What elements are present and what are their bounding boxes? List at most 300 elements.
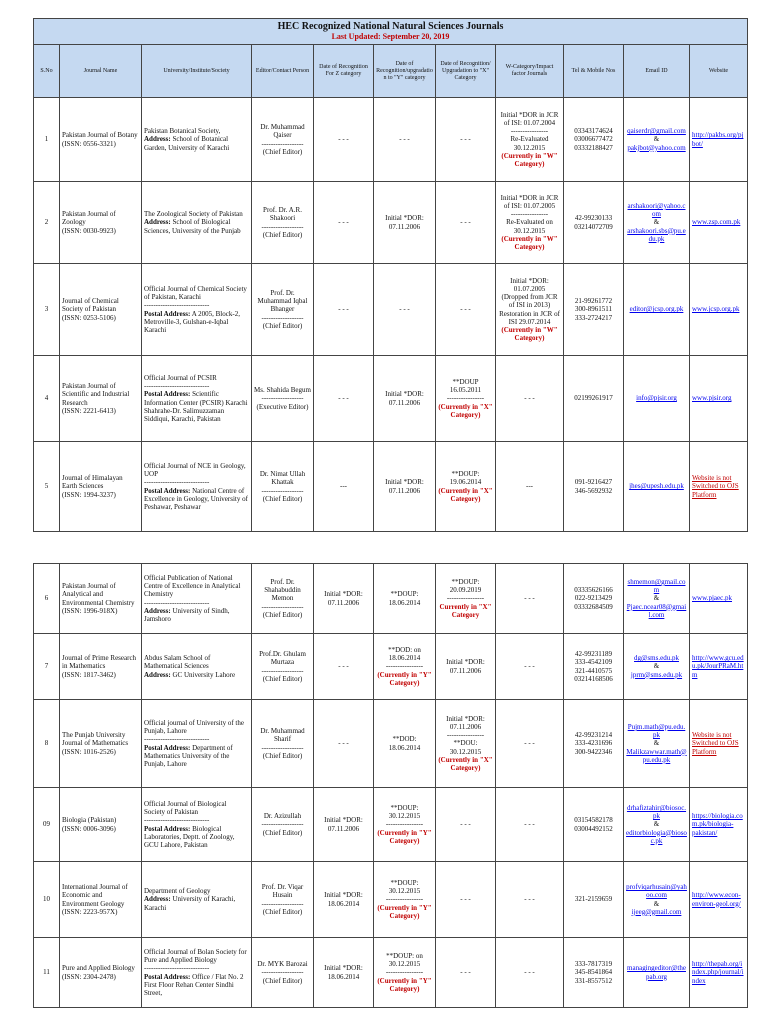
- row-journal-line: (ISSN: 0253-5106): [62, 313, 116, 322]
- row-editor: [252, 938, 314, 1008]
- row-editor-line: Prof.Dr. Ghulam Murtaza: [259, 650, 306, 667]
- header-row: [34, 45, 748, 98]
- row-w-category-line: ----------------: [510, 210, 549, 219]
- row-journal: [60, 788, 142, 862]
- row-w-category: [496, 182, 564, 264]
- row-journal-line: Journal of Himalayan Earth Sciences: [62, 474, 123, 491]
- row-university-line: The Zoological Society of Pakistan: [144, 210, 243, 219]
- row-journal: [60, 182, 142, 264]
- row-website: [690, 634, 748, 700]
- row-editor-line: ------------------: [261, 968, 304, 977]
- header-y: Date of Recognition/upgradation to "Y" category: [374, 45, 436, 98]
- row-journal-line: Journal of Prime Research in Mathematics: [62, 654, 137, 671]
- row-z-date: [314, 938, 374, 1008]
- header-journal: Journal Name: [60, 45, 142, 98]
- row-w-category-line: Initial *DOR in JCR of ISI: 01.07.2004: [500, 110, 559, 127]
- row-university-line: Official Publication of National Centre of Excellence in Analytical Chemistry: [144, 573, 241, 599]
- row-journal-line: Pakistan Journal of Botany: [62, 131, 138, 140]
- row-editor-line: ------------------: [261, 313, 304, 322]
- row-z-date: [314, 634, 374, 700]
- row-journal-line: (ISSN: 0556-3321): [62, 139, 116, 148]
- header-x: Date of Recognition/ Upgradation to "X" Category: [436, 45, 496, 98]
- row-university-line: ----------------------------: [144, 598, 210, 607]
- row-w-category: [496, 442, 564, 532]
- row-editor-line: ------------------: [261, 820, 304, 829]
- row-w-category: [496, 938, 564, 1008]
- row-university-line: Address: School of Biological Sciences, University of the Punjab: [144, 218, 241, 235]
- row-z-date-text: Initial *DOR: 18.06.2014: [324, 891, 363, 908]
- journals-table-part-2: [33, 563, 748, 1008]
- row-w-category-line: Initial *DOR in JCR of ISI: 01.07.2005: [500, 193, 559, 210]
- row-editor-line: Dr. Muhammad Sharif: [260, 727, 305, 744]
- row-email-line[interactable]: arshakoori.sbs@pu.edu.pk: [627, 226, 686, 243]
- row-y-date: [374, 356, 436, 442]
- row-y-date: [374, 98, 436, 182]
- row-w-category-line: Re-Evaluated 30.12.2015: [510, 135, 549, 152]
- row-email: [624, 442, 690, 532]
- row-tel-line: 333-4231696: [574, 739, 613, 748]
- row-editor-line: ------------------: [261, 666, 304, 675]
- row-journal: [60, 98, 142, 182]
- row-y-date-text: **DOD: 18.06.2014: [388, 735, 421, 752]
- row-w-category-text: ---: [526, 482, 533, 491]
- row-university-line: Official Journal of Biological Society of Pakistan: [144, 799, 227, 817]
- row-sno: [34, 264, 60, 356]
- table-row: [34, 938, 748, 1008]
- table-body-2: [34, 564, 748, 1008]
- row-journal-line: The Punjab University Journal of Mathematics: [62, 731, 129, 748]
- row-tel: [564, 938, 624, 1008]
- row-editor-line: (Executive Editor): [256, 402, 309, 411]
- row-website-text[interactable]: www.pjaec.pk: [692, 594, 732, 603]
- row-university-line: Address: University of Sindh, Jamshoro: [144, 606, 230, 623]
- row-university: [142, 564, 252, 634]
- row-journal-line: (ISSN: 1996-918X): [62, 606, 118, 615]
- row-x-date: [436, 98, 496, 182]
- row-email-line[interactable]: info@pjsir.org: [636, 394, 677, 403]
- row-journal: [60, 700, 142, 788]
- row-email-line[interactable]: editorbiologia@biosoc.pk: [626, 828, 687, 845]
- row-email: [624, 98, 690, 182]
- row-university-line: Postal Address: Scientific Information Center (PCSIR) Karachi Shahrahe-Dr. Salimuzzaman Siddiqui, Karachi, Pakistan: [144, 390, 248, 423]
- row-sno: [34, 98, 60, 182]
- row-email-line: &: [653, 135, 660, 144]
- row-university-line: Department of Geology: [144, 887, 211, 896]
- row-university-line: ----------------------------: [144, 382, 210, 391]
- row-y-date-text: - - -: [399, 305, 410, 314]
- row-w-category-text: - - -: [524, 968, 535, 977]
- header-email: Email ID: [624, 45, 690, 98]
- row-z-date-text: ---: [340, 482, 347, 491]
- row-editor-line: (Chief Editor): [262, 147, 303, 156]
- row-sno-text: 5: [44, 482, 49, 491]
- table-row: [34, 442, 748, 532]
- row-journal: [60, 442, 142, 532]
- row-editor: [252, 182, 314, 264]
- row-university-line: Postal Address: Biological Laboratories, Deptt. of Zoology, GCU Lahore, Pakistan: [144, 824, 235, 849]
- row-editor: [252, 356, 314, 442]
- row-journal: [60, 938, 142, 1008]
- row-journal-line: (ISSN: 0006-3096): [62, 824, 116, 833]
- row-tel-line: 03154582178: [574, 816, 613, 825]
- row-editor-line: Prof. Dr. Viqar Husain: [261, 883, 304, 900]
- row-editor: [252, 264, 314, 356]
- row-w-category: [496, 564, 564, 634]
- page-title: HEC Recognized National Natural Sciences Journals: [277, 21, 504, 32]
- row-y-date-line: ----------------: [385, 968, 424, 977]
- row-website-text[interactable]: http://www.econ-environ-geol.org/: [692, 891, 741, 908]
- row-editor-line: ------------------: [261, 139, 304, 148]
- row-editor: [252, 788, 314, 862]
- row-sno-text: 6: [44, 594, 49, 603]
- table-row: [34, 98, 748, 182]
- header-w: W-Category/Impact factor Journals: [496, 45, 564, 98]
- row-x-date-line: ----------------: [446, 594, 485, 603]
- row-sno: [34, 938, 60, 1008]
- row-editor-line: (Chief Editor): [262, 976, 303, 985]
- row-editor: [252, 634, 314, 700]
- row-email-line[interactable]: Pjaec.ncear08@gmail.com: [626, 602, 687, 619]
- row-website: [690, 862, 748, 938]
- row-email: [624, 634, 690, 700]
- table-row: [34, 356, 748, 442]
- row-editor-line: (Chief Editor): [262, 321, 303, 330]
- row-journal-line: Pure and Applied Biology: [62, 964, 135, 973]
- row-x-date-line: **DOUP 16.05.2011: [449, 377, 482, 395]
- row-tel-line: 300-8961511: [574, 305, 613, 314]
- row-editor-line: ------------------: [261, 602, 304, 611]
- row-tel: [564, 862, 624, 938]
- row-editor: [252, 98, 314, 182]
- row-tel: [564, 564, 624, 634]
- row-website: [690, 182, 748, 264]
- row-email: [624, 356, 690, 442]
- row-university-line: Official journal of University of the Punjab, Lahore: [144, 718, 244, 736]
- row-university-line: Postal Address: Department of Mathematics University of the Punjab, Lahore: [144, 743, 233, 768]
- row-w-category: [496, 356, 564, 442]
- row-website-text[interactable]: http://www.gcu.edu.pk/JourPRaM.htm: [692, 654, 744, 679]
- row-email-line: &: [653, 820, 660, 829]
- row-website-text[interactable]: http://pakbs.org/pjbot/: [692, 131, 744, 148]
- row-email-line: &: [653, 662, 660, 671]
- row-university: [142, 862, 252, 938]
- row-tel: [564, 634, 624, 700]
- row-journal: [60, 634, 142, 700]
- row-w-category-text: - - -: [524, 895, 535, 904]
- row-editor-line: Ms. Shahida Begum: [254, 386, 311, 395]
- row-editor: [252, 862, 314, 938]
- row-tel-line: 321-4410575: [574, 666, 613, 675]
- row-tel-line: 333-2724217: [574, 313, 613, 322]
- row-w-category-line: Initial *DOR: 01.07.2005: [510, 276, 549, 293]
- row-z-date-text: - - -: [338, 218, 349, 227]
- header-editor: Editor/Contact Person: [252, 45, 314, 98]
- row-y-date: [374, 938, 436, 1008]
- row-y-date-text: - - -: [399, 135, 410, 144]
- row-sno: [34, 356, 60, 442]
- row-editor-line: (Chief Editor): [262, 674, 303, 683]
- row-sno-text: 09: [43, 820, 50, 829]
- row-sno: [34, 634, 60, 700]
- row-x-date-line: **DOUP: 20.09.2019: [449, 577, 482, 595]
- row-w-category-line: ----------------: [510, 127, 549, 136]
- row-editor-line: (Chief Editor): [262, 230, 303, 239]
- row-tel-line: 345-8541864: [574, 968, 613, 977]
- row-website-text[interactable]: www.zsp.com.pk: [692, 218, 741, 227]
- row-website: [690, 788, 748, 862]
- row-sno-text: 3: [44, 305, 49, 314]
- row-y-date: [374, 564, 436, 634]
- row-w-category-line: (Currently in "W" Category): [501, 325, 558, 343]
- row-journal-line: International Journal of Economic and Environment Geology: [62, 883, 128, 908]
- row-university-line: ----------------------------: [144, 735, 210, 744]
- row-w-category-line: (Dropped from JCR of ISI in 2013) Restoration in JCR of ISI 29.07.2014: [499, 293, 560, 326]
- row-editor-line: (Chief Editor): [262, 828, 303, 837]
- row-x-date-line: **DOUP: 19.06.2014: [449, 470, 482, 487]
- row-z-date-text: Initial *DOR: 07.11.2006: [324, 816, 363, 833]
- row-y-date: [374, 788, 436, 862]
- row-university-line: Postal Address: A 2005, Block-2, Metroville-3, Gulshan-e-Iqbal Karachi: [144, 309, 240, 334]
- row-x-date-line: ----------------: [446, 394, 485, 403]
- row-journal: [60, 564, 142, 634]
- row-university-line: Official Journal of NCE in Geology, UOP: [144, 461, 246, 479]
- row-journal-line: (ISSN: 2221-6413): [62, 406, 116, 415]
- row-university-line: Pakistan Botanical Society,: [144, 127, 221, 136]
- row-email-line[interactable]: jprm@sms.edu.pk: [630, 670, 683, 679]
- row-university-line: Postal Address: National Centre of Excellence in Geology, University of Peshawar, Peshawar: [144, 486, 248, 511]
- row-journal-line: (ISSN: 2304-2478): [62, 972, 116, 981]
- row-sno-text: 4: [44, 394, 49, 403]
- row-university-line: Abdus Salam School of Mathematical Sciences: [144, 654, 211, 671]
- row-email-line[interactable]: pakjbot@yahoo.com: [627, 143, 686, 152]
- row-editor-line: Dr. Azizullah: [263, 812, 302, 821]
- row-x-date-line: (Currently in "X" Category): [438, 486, 493, 503]
- row-z-date-text: - - -: [338, 662, 349, 671]
- row-tel-line: 333-7817319: [574, 960, 613, 969]
- row-journal-line: Pakistan Journal of Analytical and Environmental Chemistry: [62, 582, 135, 607]
- row-w-category-text: - - -: [524, 662, 535, 671]
- row-z-date-text: - - -: [338, 305, 349, 314]
- row-email: [624, 700, 690, 788]
- row-journal-line: (ISSN: 1817-3462): [62, 670, 116, 679]
- row-email-line[interactable]: drhafiztahir@biosoc.pk: [626, 803, 687, 821]
- row-x-date: [436, 564, 496, 634]
- row-website: [690, 700, 748, 788]
- row-w-category-line: (Currently in "W" Category): [501, 234, 558, 251]
- header-website: Website: [690, 45, 748, 98]
- row-website-text[interactable]: www.pjsir.org: [692, 394, 732, 403]
- row-z-date-text: - - -: [338, 739, 349, 748]
- row-x-date: [436, 182, 496, 264]
- row-x-date-text: - - -: [460, 968, 471, 977]
- row-website: [690, 98, 748, 182]
- row-editor-line: Dr. Muhammad Qaiser: [260, 123, 305, 140]
- row-email-line[interactable]: managingeditor@thepab.org: [627, 964, 686, 981]
- row-university-line: Address: GC University Lahore: [144, 670, 236, 679]
- table-row: [34, 862, 748, 938]
- row-y-date: [374, 182, 436, 264]
- row-tel-line: 42-99231189: [574, 650, 613, 659]
- row-editor: [252, 700, 314, 788]
- row-z-date-text: - - -: [338, 135, 349, 144]
- row-x-date-text: - - -: [460, 218, 471, 227]
- row-w-category: [496, 98, 564, 182]
- row-editor-line: ------------------: [261, 222, 304, 231]
- row-university-line: ----------------------------: [144, 816, 210, 825]
- row-x-date-text: - - -: [460, 820, 471, 829]
- row-y-date-line: **DOUP: 30.12.2015: [388, 878, 421, 896]
- row-website-text[interactable]: Website is not Switched to OJS Platform: [692, 474, 739, 499]
- table-row: [34, 788, 748, 862]
- row-email-line[interactable]: jhes@upesh.edu.pk: [629, 482, 684, 491]
- row-university-line: Postal Address: Office / Flat No. 2 First Floor Rehan Center Sindhi Street,: [144, 972, 244, 997]
- row-x-date-text: - - -: [460, 895, 471, 904]
- table-row: [34, 700, 748, 788]
- row-tel: [564, 98, 624, 182]
- row-university: [142, 264, 252, 356]
- row-sno-text: 2: [44, 218, 49, 227]
- row-tel: [564, 788, 624, 862]
- row-journal-line: (ISSN: 2223-957X): [62, 907, 118, 916]
- table-row: [34, 264, 748, 356]
- row-sno-text: 11: [43, 968, 50, 977]
- row-email: [624, 788, 690, 862]
- row-university: [142, 700, 252, 788]
- row-journal-line: Pakistan Journal of Zoology: [62, 210, 116, 227]
- row-x-date: [436, 264, 496, 356]
- row-sno: [34, 564, 60, 634]
- row-sno: [34, 442, 60, 532]
- row-tel-line: 21-99261772: [574, 297, 613, 306]
- row-editor-line: Dr. Nimat Ullah Khattak: [259, 470, 306, 487]
- row-y-date: [374, 634, 436, 700]
- row-university-line: Official Journal of PCSIR: [144, 373, 217, 382]
- row-z-date: [314, 442, 374, 532]
- row-w-category: [496, 700, 564, 788]
- table-row: [34, 564, 748, 634]
- row-z-date: [314, 862, 374, 938]
- row-y-date-line: **DOUP: 30.12.2015: [388, 803, 421, 821]
- row-z-date-text: Initial *DOR: 18.06.2014: [324, 964, 363, 981]
- row-email: [624, 564, 690, 634]
- row-university: [142, 442, 252, 532]
- row-y-date-text: Initial *DOR: 07.11.2006: [385, 390, 424, 407]
- row-journal: [60, 862, 142, 938]
- row-email-line: &: [653, 594, 660, 603]
- row-sno: [34, 788, 60, 862]
- row-sno-text: 8: [44, 739, 49, 748]
- row-y-date: [374, 442, 436, 532]
- row-y-date-line: **DOD: on 18.06.2014: [388, 645, 421, 663]
- row-y-date-text: **DOUP: 18.06.2014: [388, 590, 421, 607]
- row-editor-line: Prof. Dr. A.R. Shakoori: [263, 206, 302, 223]
- row-email-line[interactable]: qaiserdr@gmail.com: [627, 127, 686, 136]
- row-website: [690, 442, 748, 532]
- row-email-line[interactable]: dg@sms.edu.pk: [634, 654, 679, 663]
- row-website-text[interactable]: Website is not Switched to OJS Platform: [692, 731, 739, 756]
- row-tel: [564, 356, 624, 442]
- row-journal: [60, 356, 142, 442]
- row-editor: [252, 442, 314, 532]
- row-x-date-line: Currently in "X" Category: [439, 602, 492, 619]
- row-x-date-line: **DOU: 30.12.2015: [449, 739, 482, 756]
- row-sno-text: 1: [44, 135, 49, 144]
- row-x-date-text: Initial *DOR: 07.11.2006: [446, 658, 485, 675]
- row-website: [690, 564, 748, 634]
- row-tel-line: 346-5692932: [574, 486, 613, 495]
- row-email-line[interactable]: Pujm.math@pu.edu.pk: [627, 722, 686, 740]
- row-university: [142, 182, 252, 264]
- row-w-category: [496, 788, 564, 862]
- row-website-text[interactable]: https://biologia.com.pk/biologia-pakistan/: [692, 812, 743, 837]
- row-university-line: Address: School of Botanical Garden, University of Karachi: [144, 135, 230, 152]
- row-email-line: &: [653, 739, 660, 748]
- row-email-line[interactable]: profviqarhusain@yahoo.com: [626, 883, 687, 900]
- row-university-line: ----------------------------: [144, 964, 210, 973]
- row-tel-line: 03332684509: [574, 602, 613, 611]
- row-email-line[interactable]: ijeeg@gmail.com: [631, 907, 682, 916]
- row-x-date: [436, 788, 496, 862]
- row-x-date-text: - - -: [460, 135, 471, 144]
- row-x-date: [436, 442, 496, 532]
- row-website-text[interactable]: www.jcsp.org.pk: [692, 305, 740, 314]
- row-university-line: Official Journal of Chemical Society of Pakistan, Karachi: [144, 284, 247, 302]
- row-website: [690, 938, 748, 1008]
- row-email-line: &: [653, 218, 660, 227]
- row-tel-line: 091-9216427: [574, 478, 613, 487]
- row-x-date-line: (Currently in "X" Category): [438, 402, 493, 419]
- row-tel-line: 331-8557512: [574, 976, 613, 985]
- row-journal-line: (ISSN: 1016-2526): [62, 747, 116, 756]
- row-editor-line: (Chief Editor): [262, 494, 303, 503]
- row-z-date-text: Initial *DOR: 07.11.2006: [324, 590, 363, 607]
- row-x-date: [436, 862, 496, 938]
- row-x-date-line: (Currently in "X" Category): [438, 755, 493, 772]
- row-email-line: &: [653, 899, 660, 908]
- row-tel: [564, 442, 624, 532]
- row-editor-line: (Chief Editor): [262, 610, 303, 619]
- last-updated: Last Updated: September 20, 2019: [331, 32, 450, 41]
- table-row: [34, 182, 748, 264]
- row-email-line[interactable]: arshakoori@yahoo.com: [627, 201, 686, 219]
- row-z-date: [314, 788, 374, 862]
- row-university-line: ----------------------------: [144, 301, 210, 310]
- row-x-date: [436, 700, 496, 788]
- row-journal-line: Pakistan Journal of Scientific and Industrial Research: [62, 382, 130, 407]
- row-email: [624, 182, 690, 264]
- row-z-date: [314, 98, 374, 182]
- row-tel-line: 03332188427: [574, 143, 613, 152]
- row-editor-line: (Chief Editor): [262, 751, 303, 760]
- row-tel: [564, 700, 624, 788]
- row-tel-line: 300-9422346: [574, 747, 613, 756]
- row-journal-line: Journal of Chemical Society of Pakistan: [62, 297, 119, 314]
- row-w-category-text: - - -: [524, 594, 535, 603]
- header-z: Date of Recognition For Z category: [314, 45, 374, 98]
- row-z-date: [314, 564, 374, 634]
- row-email-line[interactable]: Malikzawwar.math@pu.edu.pk: [626, 747, 687, 764]
- row-email: [624, 862, 690, 938]
- table-row: [34, 634, 748, 700]
- row-editor: [252, 564, 314, 634]
- row-website-text[interactable]: http://thepab.org/index.php/journal/index: [692, 960, 744, 985]
- row-email-line[interactable]: editor@jcsp.org.pk: [629, 305, 684, 314]
- row-z-date-text: - - -: [338, 394, 349, 403]
- row-tel-line: 03214072709: [574, 222, 613, 231]
- row-email-line[interactable]: shmemon@gmail.com: [627, 577, 686, 595]
- table-body-1: [34, 98, 748, 532]
- row-y-date-line: (Currently in "Y" Category): [377, 828, 432, 845]
